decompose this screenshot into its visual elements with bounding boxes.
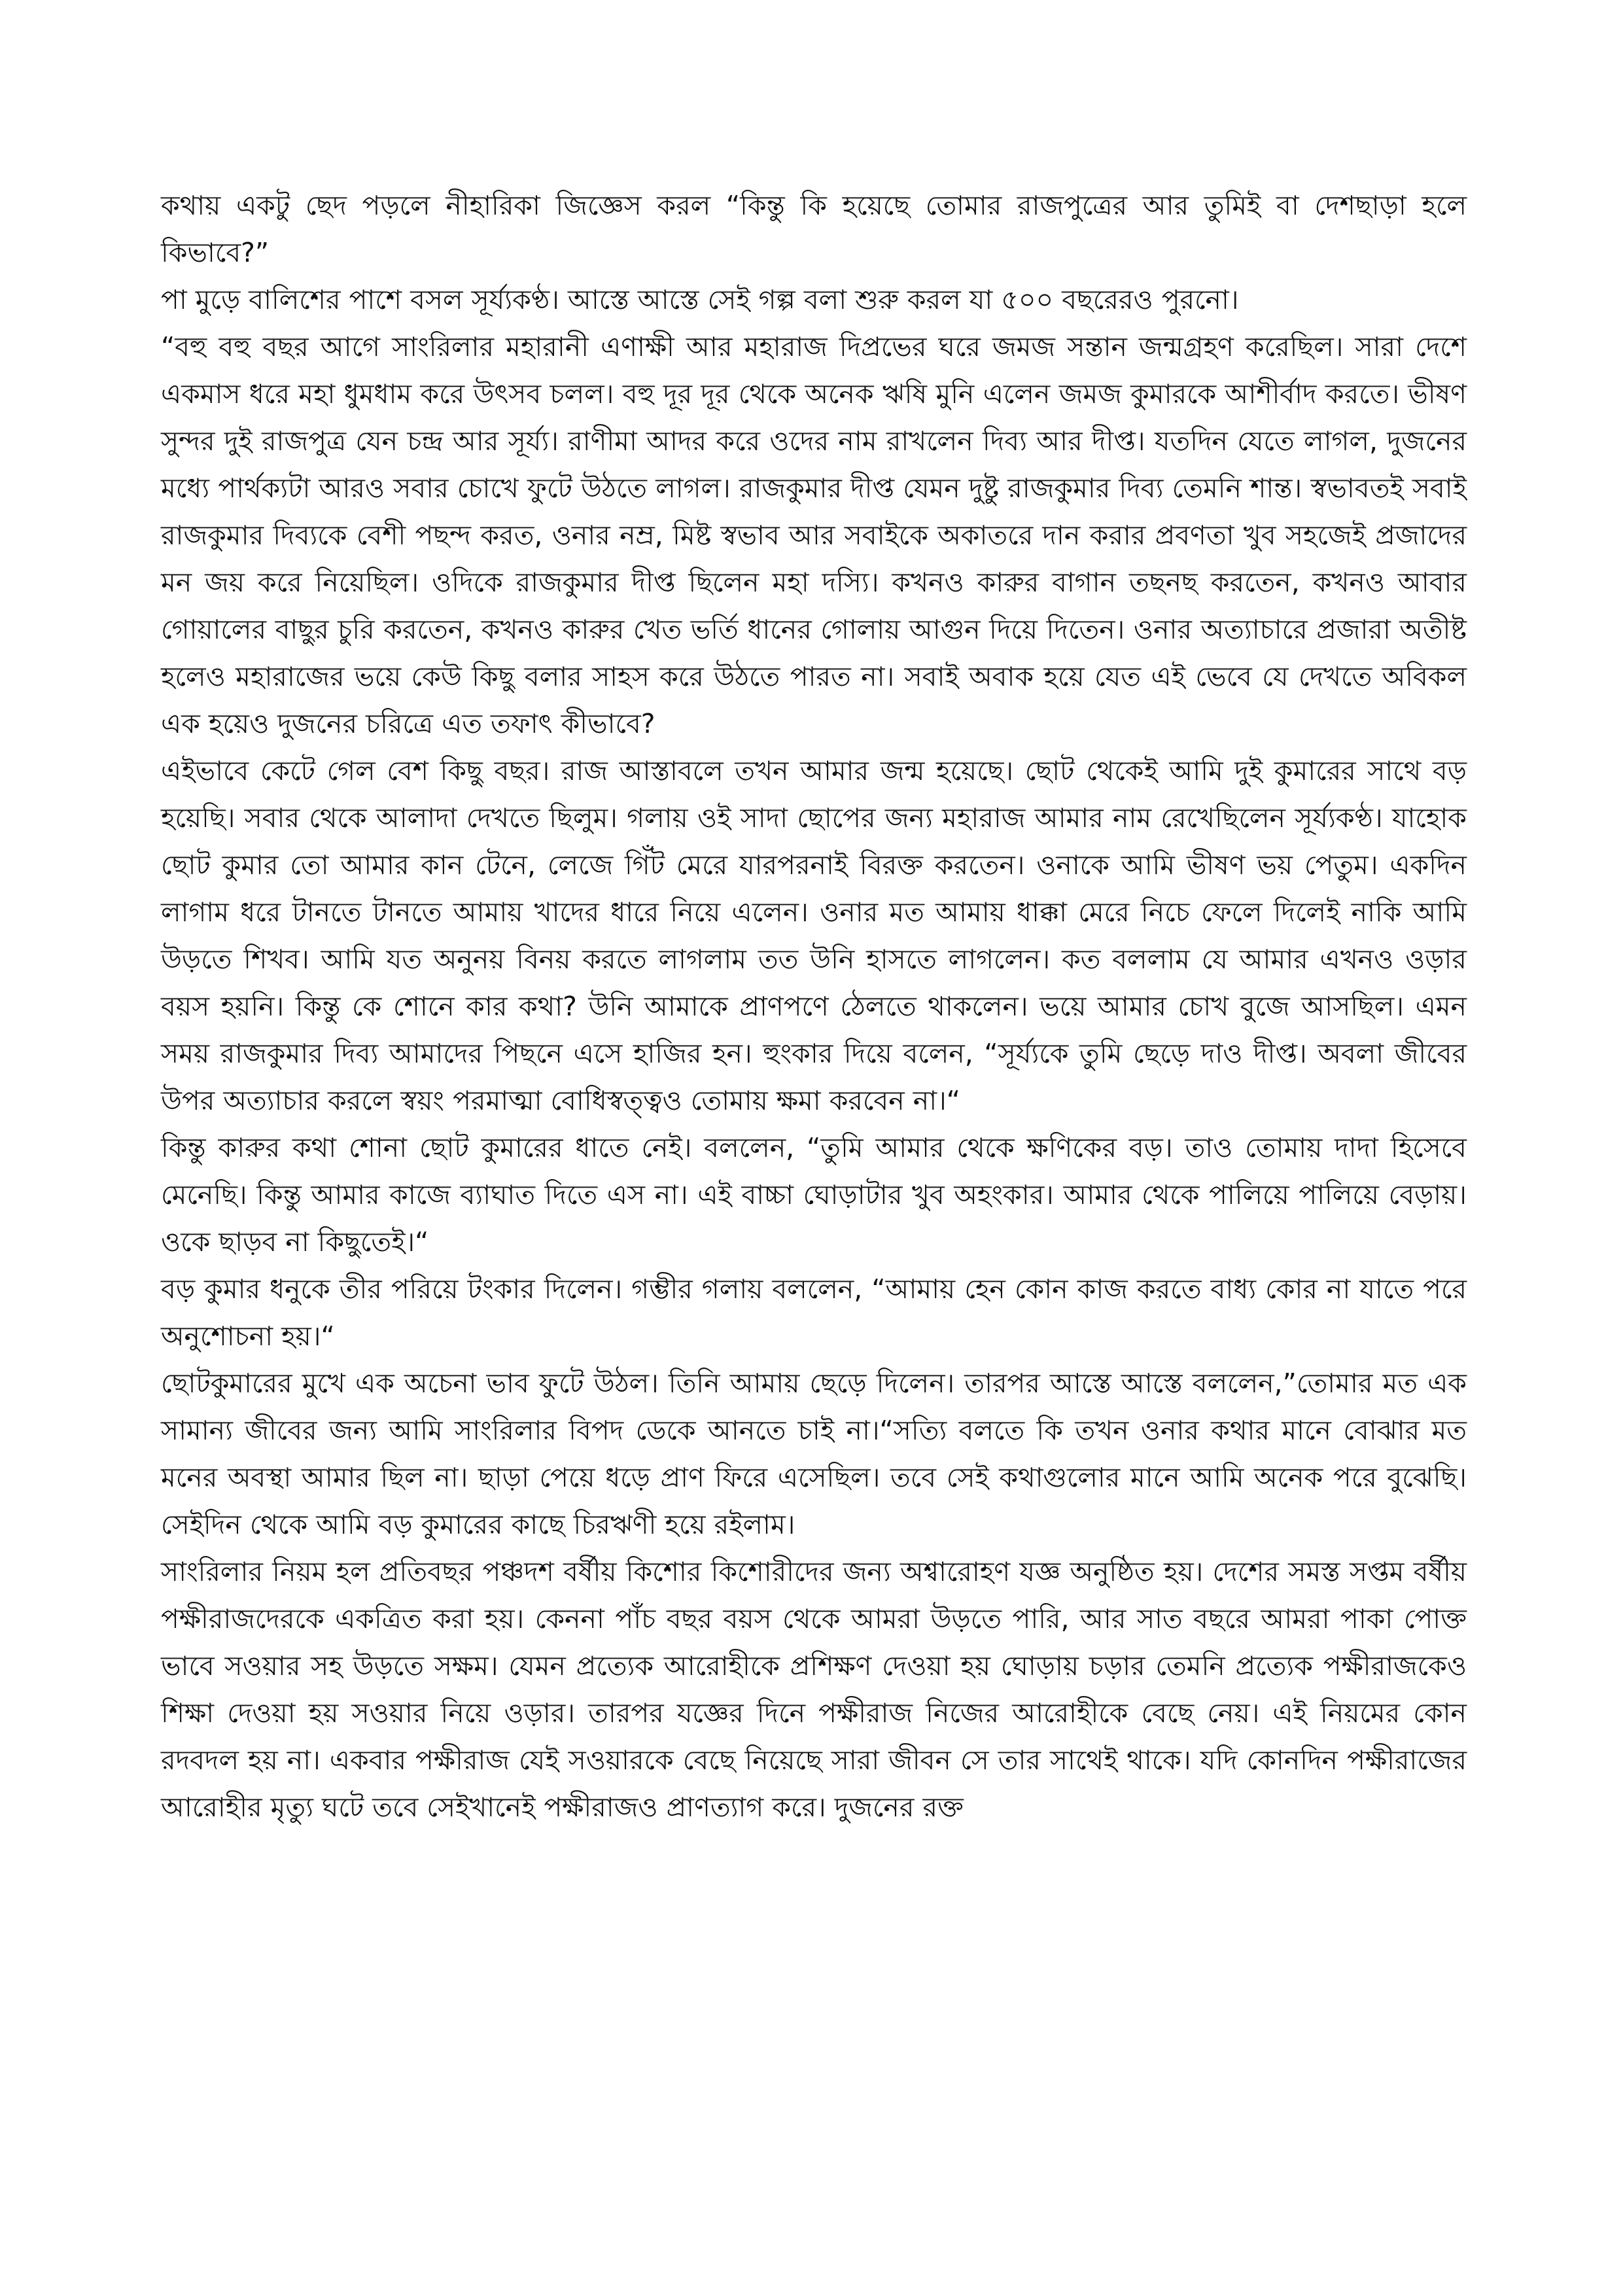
paragraph-2: পা মুড়ে বালিশের পাশে বসল সূর্য্যকণ্ঠ। আস্তে আস্তে সেই গল্প বলা শুরু করল যা ৫০০ বছরেরও পুরনো। (161, 284, 1239, 315)
paragraph-8: সাংরিলার নিয়ম হল প্রতিবছর পঞ্চদশ বর্ষীয় কিশোর কিশোরীদের জন্য অশ্বারোহণ যজ্ঞ অনুষ্ঠিত হয়। দেশের সমস্ত সপ্তম বর্ষীয় পক্ষীরাজদেরকে একত্রিত করা হয়। কেননা পাঁচ বছর বয়স থেকে আমরা উড়তে পারি, আর সাত বছরে আমরা পাকা পোক্ত ভাবে সওয়ার সহ উড়তে সক্ষম। যেমন প্রত্যেক আরোহীকে প্রশিক্ষণ দেওয়া হয় ঘোড়ায় চড়ার তেমনি প্রত্যেক পক্ষীরাজকেও শিক্ষা দেওয়া হয় সওয়ার নিয়ে ওড়ার। তারপর যজ্ঞের দিনে পক্ষীরাজ নিজের আরোহীকে বেছে নেয়। এই নিয়মের কোন রদবদল হয় না। একবার পক্ষীরাজ যেই সওয়ারকে বেছে নিয়েছে সারা জীবন সে তার সাথেই থাকে। যদি কোনদিন পক্ষীরাজের আরোহীর মৃত্যু ঘটে তবে সেইখানেই পক্ষীরাজও প্রাণত্যাগ করে। দুজনের রক্ত (161, 1556, 1467, 1823)
story-text-block (161, 182, 1467, 1831)
paragraph-5: কিন্তু কারুর কথা শোনা ছোট কুমারের ধাতে নেই। বললেন, “তুমি আমার থেকে ক্ষণিকের বড়। তাও তোমায় দাদা হিসেবে মেনেছি। কিন্তু আমার কাজে ব্যাঘাত দিতে এস না। এই বাচ্চা ঘোড়াটার খুব অহংকার। আমার থেকে পালিয়ে পালিয়ে বেড়ায়। ওকে ছাড়ব না কিছুতেই।“ (161, 1132, 1467, 1258)
paragraph-3: “বহু বহু বছর আগে সাংরিলার মহারানী এণাক্ষী আর মহারাজ দিপ্রভের ঘরে জমজ সন্তান জন্মগ্রহণ করেছিল। সারা দেশে একমাস ধরে মহা ধুমধাম করে উৎসব চলল। বহু দূর দূর থেকে অনেক ঋষি মুনি এলেন জমজ কুমারকে আশীর্বাদ করতে। ভীষণ সুন্দর দুই রাজপুত্র যেন চন্দ্র আর সূর্য্য। রাণীমা আদর করে ওদের নাম রাখলেন দিব্য আর দীপ্ত। যতদিন যেতে লাগল, দুজনের মধ্যে পার্থক্যটা আরও সবার চোখে ফুটে উঠতে লাগল। রাজকুমার দীপ্ত যেমন দুষ্টু রাজকুমার দিব্য তেমনি শান্ত। স্বভাবতই সবাই রাজকুমার দিব্যকে বেশী পছন্দ করত, ওনার নম্র, মিষ্ট স্বভাব আর সবাইকে অকাতরে দান করার প্রবণতা খুব সহজেই প্রজাদের মন জয় করে নিয়েছিল। ওদিকে রাজকুমার দীপ্ত ছিলেন মহা দস্যি। কখনও কারুর বাগান তছনছ করতেন, কখনও আবার গোয়ালের বাছুর চুরি করতেন, কখনও কারুর খেত ভর্তি ধানের গোলায় আগুন দিয়ে দিতেন। ওনার অত্যাচারে প্রজারা অতীষ্ট হলেও মহারাজের ভয়ে কেউ কিছু বলার সাহস করে উঠতে পারত না। সবাই অবাক হয়ে যেত এই ভেবে যে দেখতে অবিকল এক হয়েও দুজনের চরিত্রে এত তফাৎ কীভাবে? (161, 331, 1467, 739)
paragraph-6: বড় কুমার ধনুকে তীর পরিয়ে টংকার দিলেন। গম্ভীর গলায় বললেন, “আমায় হেন কোন কাজ করতে বাধ্য কোর না যাতে পরে অনুশোচনা হয়।“ (161, 1273, 1467, 1352)
paragraph-1: কথায় একটু ছেদ পড়লে নীহারিকা জিজ্ঞেস করল “কিন্তু কি হয়েছে তোমার রাজপুত্রের আর তুমিই বা দেশছাড়া হলে কিভাবে?” (161, 190, 1467, 268)
paragraph-7: ছোটকুমারের মুখে এক অচেনা ভাব ফুটে উঠল। তিনি আমায় ছেড়ে দিলেন। তারপর আস্তে আস্তে বললেন,”তোমার মত এক সামান্য জীবের জন্য আমি সাংরিলার বিপদ ডেকে আনতে চাই না।“সত্যি বলতে কি তখন ওনার কথার মানে বোঝার মত মনের অবস্থা আমার ছিল না। ছাড়া পেয়ে ধড়ে প্রাণ ফিরে এসেছিল। তবে সেই কথাগুলোর মানে আমি অনেক পরে বুঝেছি। সেইদিন থেকে আমি বড় কুমারের কাছে চিরঋণী হয়ে রইলাম। (161, 1368, 1467, 1540)
paragraph-4: এইভাবে কেটে গেল বেশ কিছু বছর। রাজ আস্তাবলে তখন আমার জন্ম হয়েছে। ছোট থেকেই আমি দুই কুমারের সাথে বড় হয়েছি। সবার থেকে আলাদা দেখতে ছিলুম। গলায় ওই সাদা ছোপের জন্য মহারাজ আমার নাম রেখেছিলেন সূর্য্যকণ্ঠ। যাহোক ছোট কুমার তো আমার কান টেনে, লেজে গিঁট মেরে যারপরনাই বিরক্ত করতেন। ওনাকে আমি ভীষণ ভয় পেতুম। একদিন লাগাম ধরে টানতে টানতে আমায় খাদের ধারে নিয়ে এলেন। ওনার মত আমায় ধাক্কা মেরে নিচে ফেলে দিলেই নাকি আমি উড়তে শিখব। আমি যত অনুনয় বিনয় করতে লাগলাম তত উনি হাসতে লাগলেন। কত বললাম যে আমার এখনও ওড়ার বয়স হয়নি। কিন্তু কে শোনে কার কথা? উনি আমাকে প্রাণপণে ঠেলতে থাকলেন। ভয়ে আমার চোখ বুজে আসছিল। এমন সময় রাজকুমার দিব্য আমাদের পিছনে এসে হাজির হন। হুংকার দিয়ে বলেন, “সূর্য্যকে তুমি ছেড়ে দাও দীপ্ত। অবলা জীবের উপর অত্যাচার করলে স্বয়ং পরমাত্মা বোধিস্বত্ত্বও তোমায় ক্ষমা করবেন না।“ (161, 755, 1467, 1116)
